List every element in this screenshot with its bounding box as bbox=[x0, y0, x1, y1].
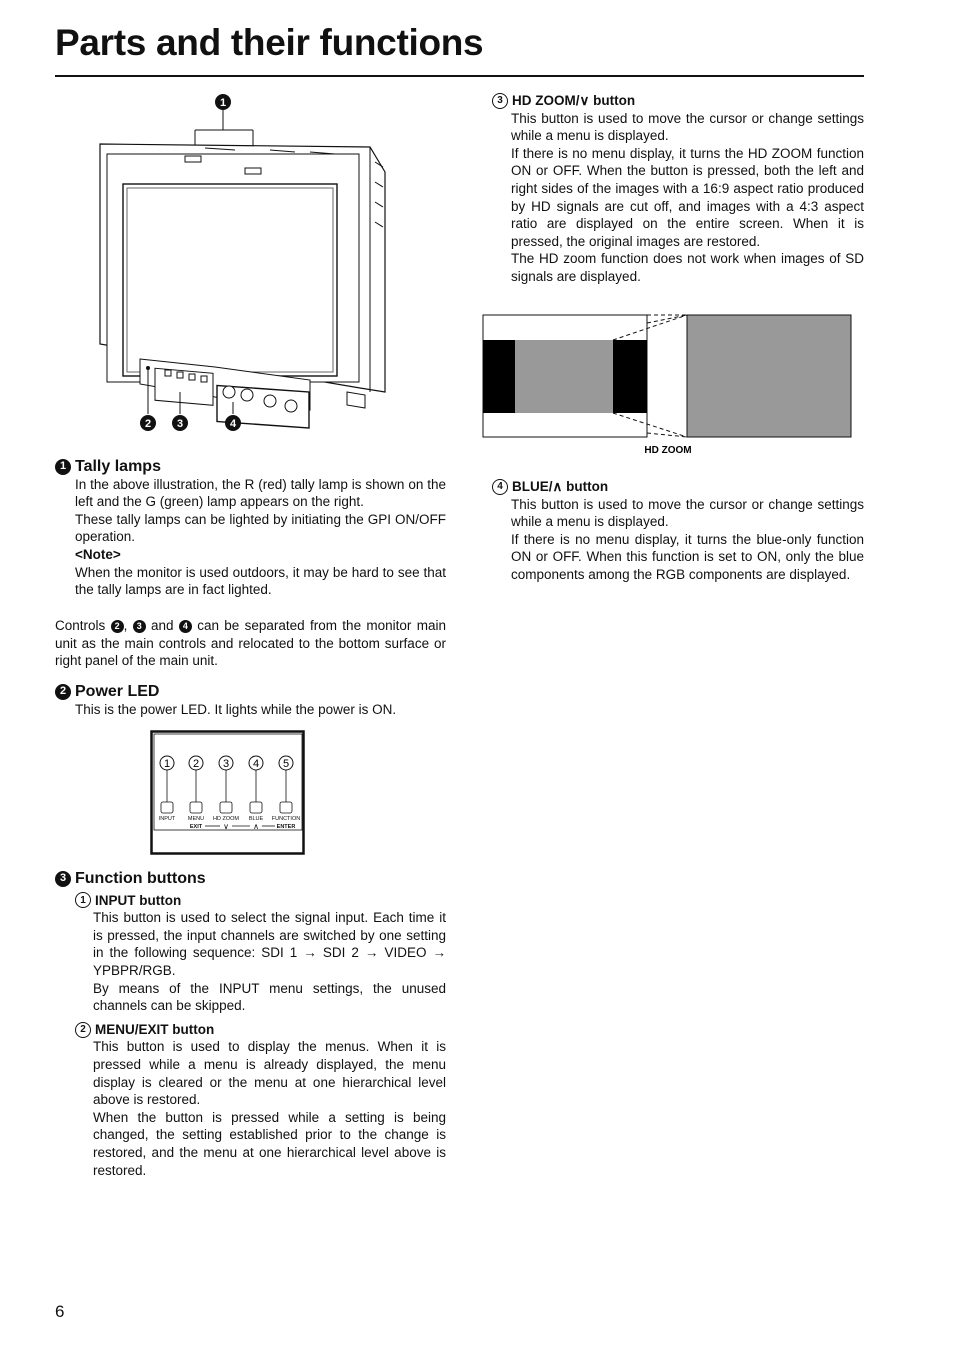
svg-text:3: 3 bbox=[222, 758, 230, 770]
menu-p1: This button is used to display the menus. When it is pressed while a menu is already displayed, the menu display is cleared or the menu at one hierarchical level above is restored. bbox=[93, 1039, 446, 1108]
svg-text:3: 3 bbox=[176, 418, 184, 430]
note-label: <Note> bbox=[75, 546, 121, 562]
power-led-text: This is the power LED. It lights while the power is ON. bbox=[75, 701, 397, 717]
hd-zoom-section bbox=[492, 92, 864, 286]
section-badge: 3 bbox=[55, 871, 71, 887]
svg-text:INPUT: INPUT bbox=[158, 816, 176, 822]
svg-text:1: 1 bbox=[219, 97, 227, 109]
power-led-section bbox=[55, 683, 446, 718]
controls-paragraph: Controls 2 , 3 and 4 can be separated from the monitor main unit as the main controls and relocated to the bottom surface or right panel of the main unit. bbox=[55, 618, 446, 669]
input-p2: By means of the INPUT menu settings, the unused channels can be skipped. bbox=[93, 980, 446, 1014]
monitor-illustration bbox=[95, 92, 395, 437]
function-buttons-heading: 3 Function buttons bbox=[55, 870, 446, 888]
input-p1: This button is used to select the signal input. Each time it is pressed, the input channels are switched by one setting in the following sequence: SDI 1 → SDI 2 → VIDEO → YPBPR/RGB. bbox=[93, 910, 446, 978]
inline-badge-4: 4 bbox=[179, 620, 192, 633]
power-led-heading: 2 Power LED bbox=[55, 683, 446, 701]
hd-zoom-figure bbox=[481, 313, 855, 459]
page-title: Parts and their functions bbox=[55, 22, 484, 63]
blue-p2: If there is no menu display, it turns the blue-only function ON or OFF. When this function is set to ON, only the blue components among the RGB components are displayed. bbox=[511, 531, 864, 582]
inline-badge-3: 3 bbox=[133, 620, 146, 633]
blue-section bbox=[492, 478, 864, 584]
svg-text:EXIT: EXIT bbox=[189, 824, 203, 830]
svg-text:4: 4 bbox=[252, 758, 260, 770]
svg-text:4: 4 bbox=[229, 418, 237, 430]
section-badge: 2 bbox=[55, 684, 71, 700]
input-button-heading: 1 INPUT button bbox=[75, 892, 446, 910]
svg-text:HD ZOOM: HD ZOOM bbox=[213, 816, 239, 822]
inline-badge-2: 2 bbox=[111, 620, 124, 633]
hd-zoom-p3: The HD zoom function does not work when images of SD signals are displayed. bbox=[511, 251, 864, 284]
hd-zoom-caption: HD ZOOM bbox=[644, 445, 692, 456]
hd-zoom-p2: If there is no menu display, it turns the HD ZOOM function ON or OFF. When the button is pressed, both the left and right sides of the images with a 16:9 aspect ratio produced by HD signals are cut off, and images with a 4:3 aspect ratio are displayed on the entire screen. When it is pressed, the original images are restored. bbox=[511, 145, 864, 249]
menu-p2: When the button is pressed while a setting is being changed, the setting established prior to the change is restored, and the menu at one hierarchical level above is restored. bbox=[93, 1109, 446, 1178]
tally-note: When the monitor is used outdoors, it may be hard to see that the tally lamps are in fact lighted. bbox=[75, 564, 446, 598]
tally-p1: In the above illustration, the R (red) tally lamp is shown on the left and the G (green) lamp appears on the right. bbox=[75, 476, 446, 510]
tally-p2: These tally lamps can be lighted by initiating the GPI ON/OFF operation. bbox=[75, 511, 446, 545]
svg-text:∧: ∧ bbox=[253, 822, 259, 831]
button-panel-illustration bbox=[150, 730, 306, 856]
page-number: 6 bbox=[55, 1302, 65, 1321]
svg-text:1: 1 bbox=[163, 758, 171, 770]
svg-text:BLUE: BLUE bbox=[248, 816, 264, 822]
title-rule bbox=[55, 75, 864, 77]
svg-text:FUNCTION: FUNCTION bbox=[271, 816, 301, 822]
tally-lamps-heading: 1 Tally lamps bbox=[55, 458, 446, 476]
svg-text:2: 2 bbox=[192, 758, 200, 770]
svg-text:MENU: MENU bbox=[187, 816, 205, 822]
hd-zoom-p1: This button is used to move the cursor or change settings while a menu is displayed. bbox=[511, 110, 864, 144]
blue-heading: 4 BLUE/∧ button bbox=[492, 478, 864, 496]
svg-text:5: 5 bbox=[282, 758, 290, 770]
blue-p1: This button is used to move the cursor or change settings while a menu is displayed. bbox=[511, 496, 864, 530]
section-badge: 1 bbox=[55, 459, 71, 475]
function-buttons-section bbox=[55, 870, 446, 1179]
tally-lamps-section bbox=[55, 458, 446, 599]
svg-text:∨: ∨ bbox=[223, 822, 229, 831]
svg-text:ENTER: ENTER bbox=[276, 824, 296, 830]
svg-text:2: 2 bbox=[144, 418, 152, 430]
hd-zoom-heading: 3 HD ZOOM/∨ button bbox=[492, 92, 864, 110]
menu-exit-heading: 2 MENU/EXIT button bbox=[75, 1021, 446, 1039]
